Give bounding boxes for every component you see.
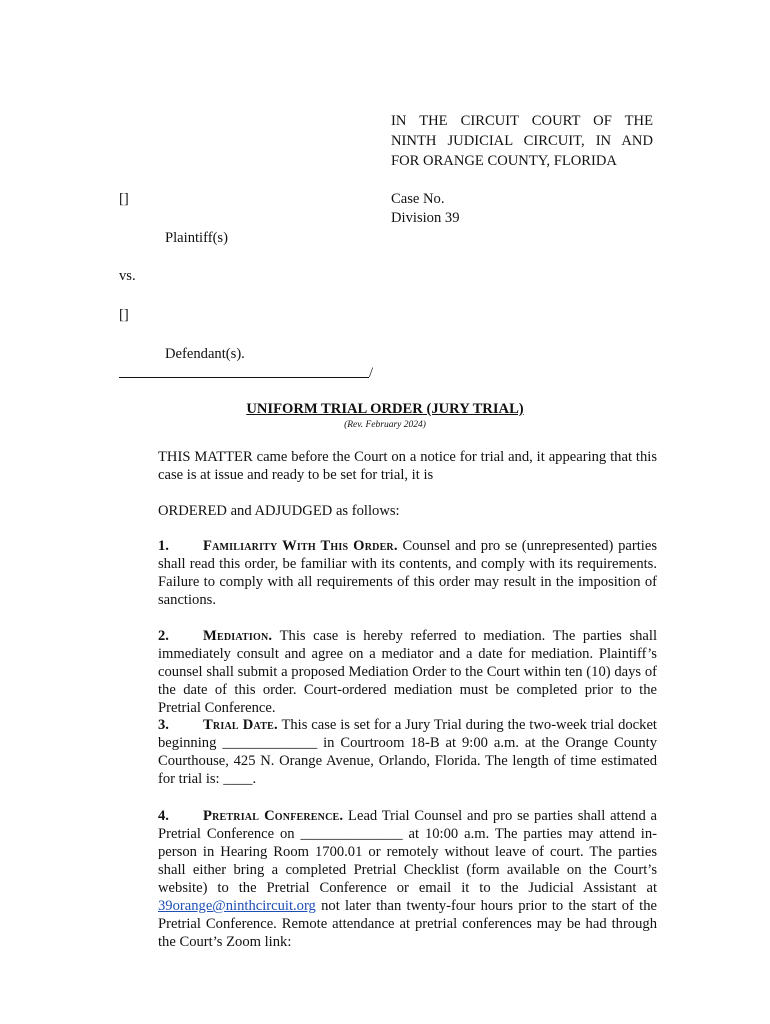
section-4 (113, 807, 657, 951)
section-2 (113, 627, 657, 717)
division-label: Division 39 (391, 210, 460, 226)
versus-label: vs. (119, 268, 136, 284)
trial-docket-date-blank: _____________ (222, 735, 318, 751)
section-1-heading: Familiarity With This Order. (203, 538, 398, 554)
plaintiff-name-placeholder: [] (119, 191, 129, 207)
pretrial-date-blank: ______________ (300, 826, 403, 842)
section-4-body-end: not later than twenty-four hours prior to the start of the Pretrial Conference. Remote attendance at pretrial conferences may be had through the Court’s Zoom link: (158, 898, 657, 950)
section-4-number: 4. (158, 808, 169, 824)
trial-length-blank: ____. (223, 771, 257, 787)
section-4-heading: Pretrial Conference. (203, 808, 344, 824)
caption-divider-line (119, 377, 369, 378)
section-3-body-end: in Courtroom 18-B at 9:00 a.m. at the Orange County Courthouse, 425 N. Orange Avenue, Orlando, Florida. The length of time estimated for trial is: (158, 735, 657, 787)
court-name-line-2: NINTH JUDICIAL CIRCUIT, IN AND (391, 133, 653, 149)
document-title: UNIFORM TRIAL ORDER (JURY TRIAL) (246, 401, 524, 417)
plaintiff-label: Plaintiff(s) (165, 230, 228, 246)
defendant-label: Defendant(s). (165, 346, 245, 362)
ordered-paragraph (113, 502, 657, 520)
judicial-assistant-email-link[interactable]: 39orange@ninthcircuit.org (158, 898, 316, 914)
section-4-body-start: Lead Trial Counsel and pro se parties shall attend a Pretrial Conference on (158, 808, 658, 842)
section-2-body: This case is hereby referred to mediation. The parties shall immediately consult and agree on a mediator and a date for mediation. Plaintiff’s counsel shall submit a proposed Mediation Order to the Court within ten (10) days of the date of this order. Court-ordered mediation must be completed prior to the Pretrial Conference. (158, 628, 658, 716)
section-1 (113, 537, 657, 609)
court-name-line-1: IN THE CIRCUIT COURT OF THE (391, 113, 653, 129)
section-2-heading: Mediation. (203, 628, 273, 644)
case-number-label: Case No. (391, 191, 445, 207)
section-1-body: Counsel and pro se (unrepresented) parties shall read this order, be familiar with its contents, and comply with its requirements. Failure to comply with all requirements of this order may result in the imposition of sanctions. (158, 538, 657, 608)
court-name-line-3: FOR ORANGE COUNTY, FLORIDA (391, 153, 617, 169)
section-3 (113, 716, 657, 788)
section-1-number: 1. (158, 538, 169, 554)
defendant-name-placeholder: [] (119, 307, 129, 323)
matter-text: THIS MATTER came before the Court on a notice for trial and, it appearing that this case is at issue and ready to be set for trial, it is (158, 449, 657, 483)
section-3-number: 3. (158, 717, 169, 733)
revision-date: (Rev. February 2024) (344, 420, 426, 430)
section-3-heading: Trial Date. (203, 717, 278, 733)
intro-paragraph (113, 448, 657, 484)
caption-slash: / (369, 365, 374, 381)
section-4-body-middle: at 10:00 a.m. The parties may attend in-person in Hearing Room 1700.01 or remotely without leave of court. The parties shall either bring a completed Pretrial Checklist (form available on the Court’s website) to the Pretrial Conference or email it to the Judicial Assistant at (158, 826, 657, 896)
section-3-body-start: This case is set for a Jury Trial during the two-week trial docket beginning (158, 717, 657, 751)
ordered-text: ORDERED and ADJUDGED as follows: (158, 503, 400, 519)
section-2-number: 2. (158, 628, 169, 644)
